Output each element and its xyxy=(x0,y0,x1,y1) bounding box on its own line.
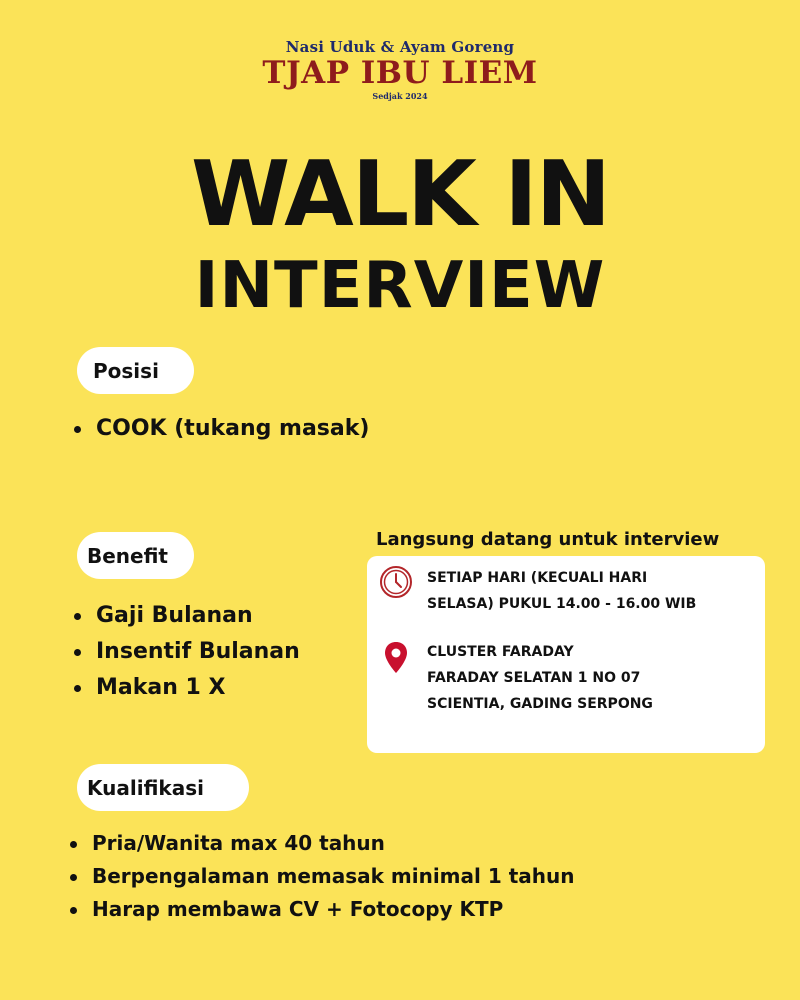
list-item: Makan 1 X xyxy=(72,670,300,706)
location-line-2: FARADAY SELATAN 1 NO 07 xyxy=(427,670,641,686)
list-item: Pria/Wanita max 40 tahun xyxy=(68,827,575,860)
list-item: Berpengalaman memasak minimal 1 tahun xyxy=(68,860,575,893)
schedule-row xyxy=(379,565,696,617)
location-text xyxy=(427,639,653,717)
headline-walk-in: WALK IN xyxy=(190,142,610,247)
posisi-list xyxy=(72,414,369,444)
map-pin-icon xyxy=(379,639,413,673)
clock-icon xyxy=(379,565,413,599)
schedule-line-2: SELASA) PUKUL 14.00 - 16.00 WIB xyxy=(427,596,697,612)
posisi-label: Posisi xyxy=(77,347,194,394)
location-line-3: SCIENTIA, GADING SERPONG xyxy=(427,696,653,712)
location-row xyxy=(379,639,653,717)
benefit-list xyxy=(72,598,300,706)
headline-interview: INTERVIEW xyxy=(194,249,606,323)
schedule-text xyxy=(427,565,696,617)
list-item: Gaji Bulanan xyxy=(72,598,300,634)
info-card xyxy=(367,556,765,753)
list-item: Harap membawa CV + Fotocopy KTP xyxy=(68,893,575,926)
kualifikasi-list xyxy=(68,827,575,926)
kualifikasi-label: Kualifikasi xyxy=(77,764,249,811)
brand-subtitle: Nasi Uduk & Ayam Goreng xyxy=(285,38,515,56)
list-item: COOK (tukang masak) xyxy=(72,414,369,444)
location-line-1: CLUSTER FARADAY xyxy=(427,644,574,660)
brand-name: TJAP IBU LIEM xyxy=(262,55,538,91)
benefit-label: Benefit xyxy=(77,532,194,579)
info-title: Langsung datang untuk interview xyxy=(376,529,720,550)
brand-since: Sedjak 2024 xyxy=(372,91,428,101)
list-item: Insentif Bulanan xyxy=(72,634,300,670)
schedule-line-1: SETIAP HARI (KECUALI HARI xyxy=(427,570,648,586)
brand-header xyxy=(0,38,800,101)
